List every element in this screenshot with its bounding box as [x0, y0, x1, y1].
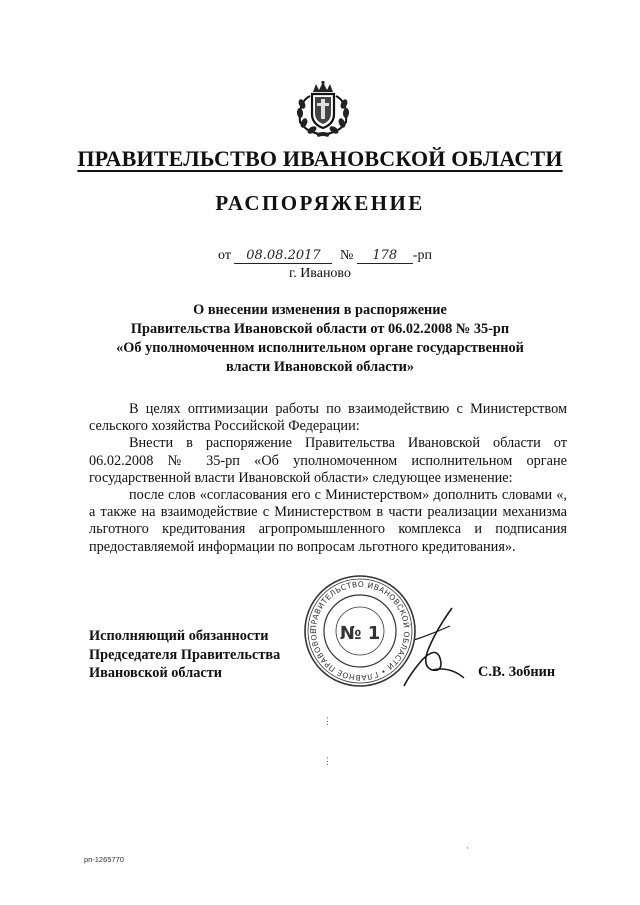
- footer-document-code: рп-1265770: [84, 855, 124, 864]
- document-date: 08.08.2017: [234, 248, 332, 264]
- subject-line: Правительства Ивановской области от 06.02.2008 № 35-рп: [130, 321, 510, 337]
- subject-line: власти Ивановской области»: [225, 359, 415, 375]
- city-line: г. Иваново: [289, 266, 351, 281]
- coat-of-arms-emblem-icon: [292, 80, 354, 138]
- document-number: 178: [357, 248, 413, 264]
- subject-line: О внесении изменения в распоряжение: [193, 302, 447, 318]
- document-body: [89, 401, 567, 556]
- signer-name: С.В. Зобнин: [478, 664, 556, 680]
- signer-title-block: [89, 627, 280, 683]
- date-number-line: [218, 248, 432, 264]
- subject-line: «Об уполномоченном исполнительном органе государственной: [116, 340, 524, 356]
- number-suffix: -рп: [412, 248, 432, 263]
- body-paragraph: после слов «согласования его с Министерством» дополнить словами «, а также на взаимодействие с Министерством в части реализации механизма льготного кредитования агропромышленного комплекса и подписания предоставляемой информации по вопросам льготного кредитования».: [89, 487, 567, 555]
- scan-mark: ⋮: [323, 756, 332, 766]
- signer-title-line: Исполняющий обязанности: [89, 628, 269, 644]
- stamp-number: № 1: [339, 623, 381, 644]
- scan-mark: ·: [466, 843, 469, 853]
- signer-title-line: Ивановской области: [89, 665, 222, 681]
- scan-mark: ⋮: [323, 716, 332, 726]
- coat-of-arms-emblem: [292, 80, 354, 138]
- signer-title-line: Председателя Правительства: [89, 646, 281, 663]
- stamp-ring-text: ПРАВИТЕЛЬСТВО ИВАНОВСКОЙ ОБЛАСТИ • ГЛАВНОЕ ПРАВОВОЕ: [308, 579, 412, 683]
- document-type-title: РАСПОРЯЖЕНИЕ: [215, 191, 425, 215]
- organization-title: ПРАВИТЕЛЬСТВО ИВАНОВСКОЙ ОБЛАСТИ: [77, 146, 563, 171]
- date-prefix: от: [218, 248, 231, 263]
- body-paragraph: В целях оптимизации работы по взаимодействию с Министерством сельского хозяйства Российской Федерации:: [89, 401, 567, 435]
- document-subject: [80, 301, 560, 377]
- official-stamp: [302, 573, 418, 694]
- number-sign: №: [339, 248, 354, 263]
- body-paragraph: Внести в распоряжение Правительства Ивановской области от 06.02.2008 № 35-рп «Об уполномоченном исполнительном органе государственной власти Ивановской области» следующее изменение:: [89, 435, 567, 486]
- round-stamp-icon: [302, 573, 418, 689]
